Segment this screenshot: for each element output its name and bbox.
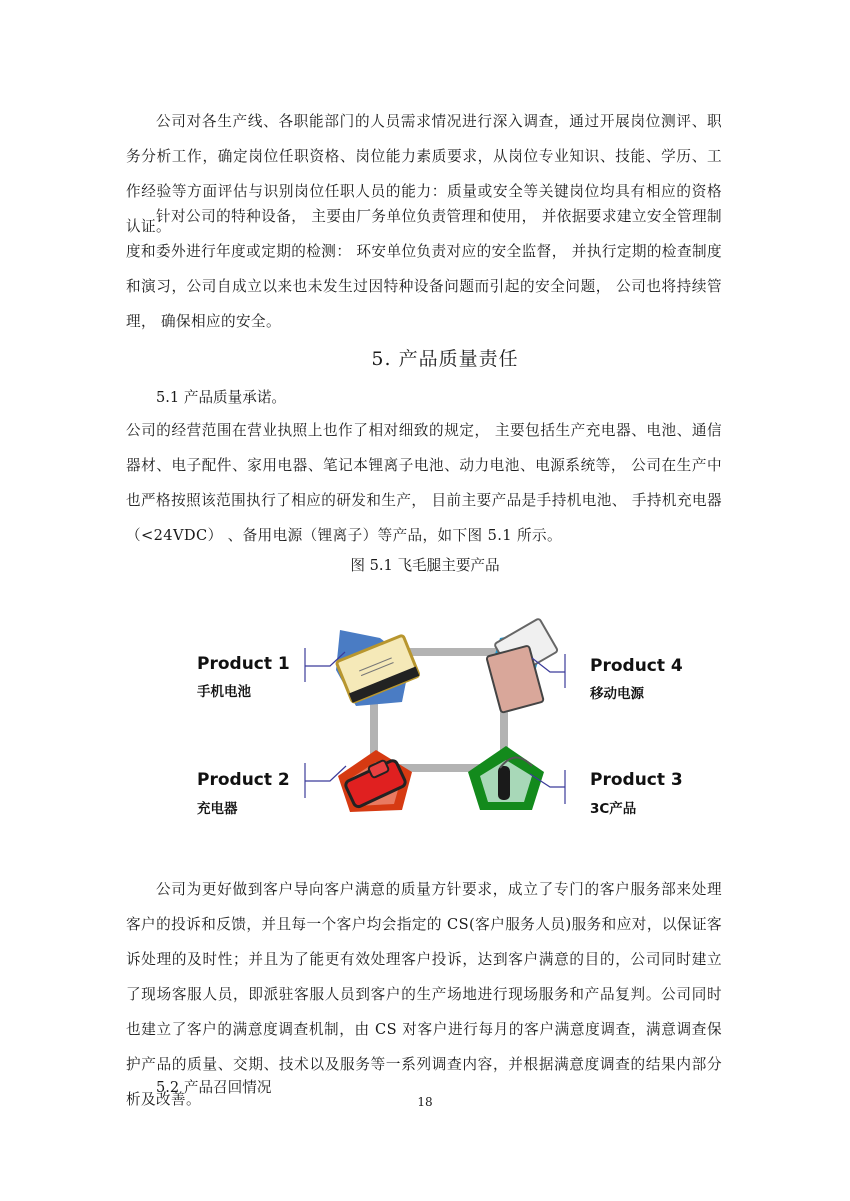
product-4-icon — [486, 618, 558, 713]
paragraph-personnel: 公司对各生产线、各职能部门的人员需求情况进行深入调查，通过开展岗位测评、职务分析工作，确定岗位任职资格、岗位能力素质要求，从岗位专业知识、技能、学历、工作经验等方面评估与识别岗位任职人员的能力：质量或安全等关键岗位均具有相应的资格认证。 — [126, 113, 722, 235]
figure-caption: 图 5.1 飞毛腿主要产品 — [350, 557, 500, 574]
product-4-title: Product 4 — [590, 656, 683, 676]
product-2-title: Product 2 — [197, 770, 290, 790]
product-3-title: Product 3 — [590, 770, 683, 790]
section-heading: 5. 产品质量责任 — [371, 348, 519, 370]
product-3-icon — [468, 746, 544, 810]
product-1-title: Product 1 — [197, 654, 290, 674]
product-2-icon — [338, 750, 412, 812]
product-3-subtitle: 3C产品 — [590, 801, 637, 817]
paragraph-special-equipment: 针对公司的特种设备， 主要由厂务单位负责管理和使用， 并依据要求建立安全管理制度和委外进行年度或定期的检测： 环安单位负责对应的安全监督， 并执行定期的检查制度和演习，公司自成立以来也未发生过因特种设备问题而引起的安全问题， 公司也将持续管理， 确保相应的安全。 — [126, 208, 722, 330]
product-4-subtitle: 移动电源 — [590, 686, 644, 702]
product-diagram — [180, 610, 700, 840]
paragraph-customer-service: 公司为更好做到客户导向客户满意的质量方针要求，成立了专门的客户服务部来处理客户的投诉和反馈，并且每一个客户均会指定的 CS(客户服务人员)服务和应对，以保证客诉处理的及时性；并且为了能更有效处理客户投诉，达到客户满意的目的，公司同时建立了现场客服人员，即派驻客服人员到客户的生产场地进行现场服务和产品复判。公司同时也建立了客户的满意度调查机制，由 CS 对客户进行每月的客户满意度调查，满意调查保护产品的质量、交期、技术以及服务等一系列调查内容，并根据满意度调查的结果内部分析及改善。 — [126, 881, 722, 1108]
product-1-icon — [336, 630, 419, 706]
subsection-5-2: 5.2 产品召回情况 — [156, 1079, 272, 1096]
paragraph-business-scope: 公司的经营范围在营业执照上也作了相对细致的规定， 主要包括生产充电器、电池、通信器材、电子配件、家用电器、笔记本锂离子电池、动力电池、电源系统等， 公司在生产中也严格按照该范围执行了相应的研发和生产， 目前主要产品是手持机电池、 手持机充电器 （<24VDC） 、备用电源（锂离子）等产品，如下图 5.1 所示。 — [126, 422, 722, 544]
subsection-5-1: 5.1 产品质量承诺。 — [156, 389, 287, 406]
page-number: 18 — [417, 1095, 433, 1109]
product-1-subtitle: 手机电池 — [197, 684, 251, 700]
product-2-subtitle: 充电器 — [197, 801, 238, 817]
